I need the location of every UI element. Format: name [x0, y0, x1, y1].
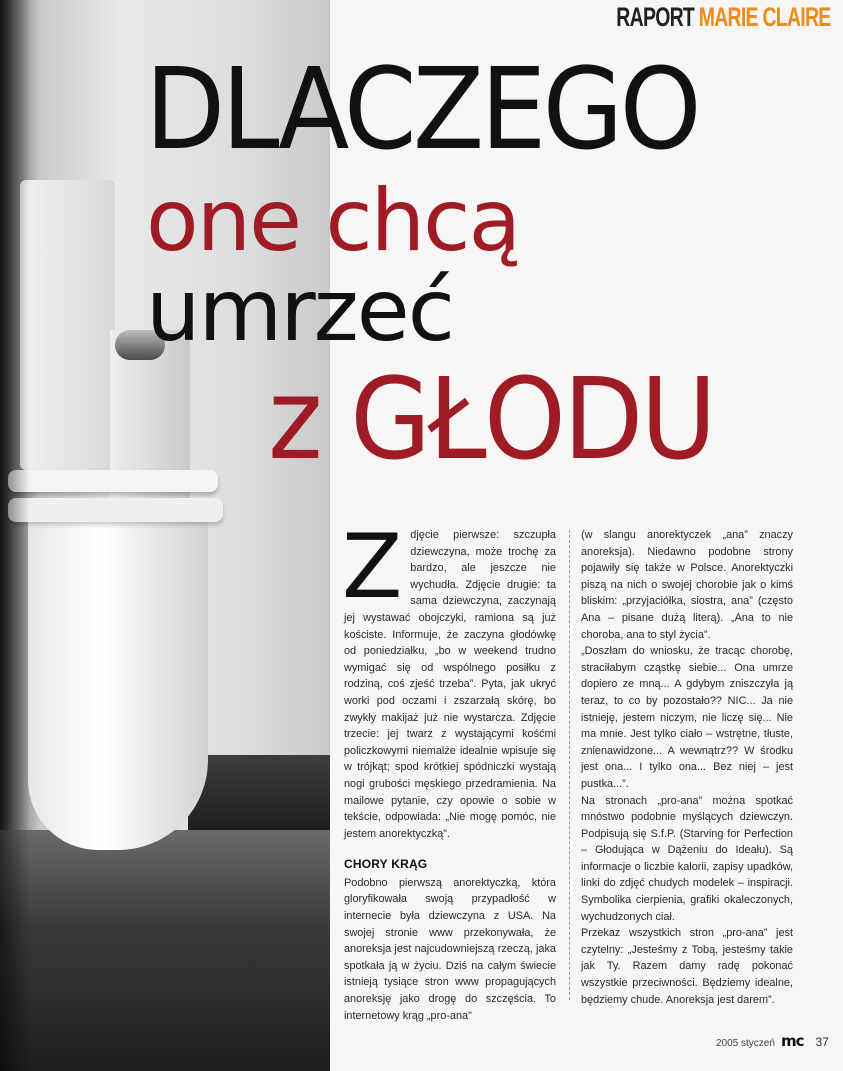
- header-brand: MARIE CLAIRE: [699, 2, 831, 32]
- toilet-seat: [8, 498, 223, 522]
- article-column-2: [581, 527, 793, 1008]
- paragraph: Na stronach „pro-ana” można spotkać mnóstwo podobnie myślących dziewczyn. Podpisują się S.f.P. (Starving for Perfection – Głodująca w Dążeniu do Ideału). Są informacje o liczbie kalorii, zapisy upadków, linki do zdjęć chudych modelek – inspiracji. Symbolika cierpienia, grafiki okaleczonych, wychudzonych ciał.: [581, 794, 793, 923]
- dark-towel: [188, 755, 330, 835]
- headline-line-2: one chcą: [146, 171, 520, 271]
- quote-paragraph: „Doszłam do wniosku, że tracąc chorobę, straciłabym cząstkę siebie... Ona umrze dopiero ze mną... A gdybym zniszczyła ją teraz, to co by pozostało?? NIC... Ja nie istnieję, jestem niczym, nie liczę się... Nie ma mnie. Jest tylko ciało – wstrętne, tłuste, znienawidzone... A wewnątrz?? W środku jest ona... I tylko ona... Bez niej – jest pustka...”.: [581, 645, 793, 790]
- subheading: CHORY KRĄG: [344, 857, 428, 872]
- headline-line-1: DLACZEGO: [145, 45, 698, 175]
- page-gutter-shadow: [0, 0, 30, 1071]
- drop-cap: Z: [342, 515, 403, 618]
- section-header: [617, 2, 831, 33]
- issue-date: 2005 styczeń: [716, 1038, 775, 1049]
- page-footer: [716, 1032, 829, 1050]
- headline-line-3: umrzeć: [146, 261, 453, 361]
- floor: [0, 830, 330, 1071]
- paragraph: (w slangu anorektyczek „ana” znaczy anoreksja). Niedawno podobne strony pojawiły się także w Polsce. Anorektyczki piszą na nich o swojej chorobie jak o kimś bliskim: „przyjaciółka, siostra, ana” (często Ana – pisane dużą literą). „Ana to nie choroba, ana to styl życia”.: [581, 529, 793, 641]
- page-number: 37: [815, 1035, 829, 1049]
- paragraph: Przekaz wszystkich stron „pro-ana” jest czytelny: „Jesteśmy z Tobą, jesteśmy takie jak Ty. Razem damy radę pokonać wszystkie przeciwności. Będziemy idealne, będziemy chude. Anoreksja jest darem”.: [581, 927, 793, 1006]
- toilet-seat-lid: [8, 470, 218, 492]
- article-column-1: [342, 515, 556, 1024]
- magazine-logo: mc: [780, 1032, 804, 1050]
- toilet-tank: [20, 180, 115, 470]
- column-divider: [569, 530, 570, 1000]
- paragraph: Podobno pierwszą anorektyczką, która gloryfikowała swoją przypadłość w internecie była dziewczyna z USA. Na swojej stronie www przekonywała, że anoreksja jest najcudowniejszą rzeczą, jaka spotkała ją w życiu. Dziś na całym świecie istnieją tysiące stron www propagujących anoreksję jako drogę do szczęścia. To internetowy krąg „pro-ana”: [344, 876, 556, 1022]
- header-raport: RAPORT: [616, 2, 695, 32]
- headline-line-4: z GŁODU: [268, 355, 714, 485]
- intro-paragraph: djęcie pierwsze: szczupła dziewczyna, może trochę za bardzo, ale jeszcze nie wychudła. Zdjęcie drugie: ta sama dziewczyna, zaczynają jej wystawać obojczyki, ramiona są już kościste. Informuje, że zaczyna głodówkę od poniedziałku, „bo w weekend trudno wymigać się od wspólnego posiłku z rodziną, coś zjeść trzeba”. Pyta, jak ukryć worki pod oczami i zszarzałą skórę, bo zwykły makijaż już nie wystarcza. Zdjęcie trzecie: jej twarz z wystającymi kośćmi policzkowymi niemalże idealnie wpisuje się w trójkąt; spod krótkiej spódniczki wystają nogi grubości męskiego przedramienia. Na mailowe pytanie, czy opowie o sobie w tekście, odpowiada: „Nie mogę pomóc, nie jestem anorektyczką”.: [344, 529, 556, 840]
- toilet-bowl: [28, 520, 208, 850]
